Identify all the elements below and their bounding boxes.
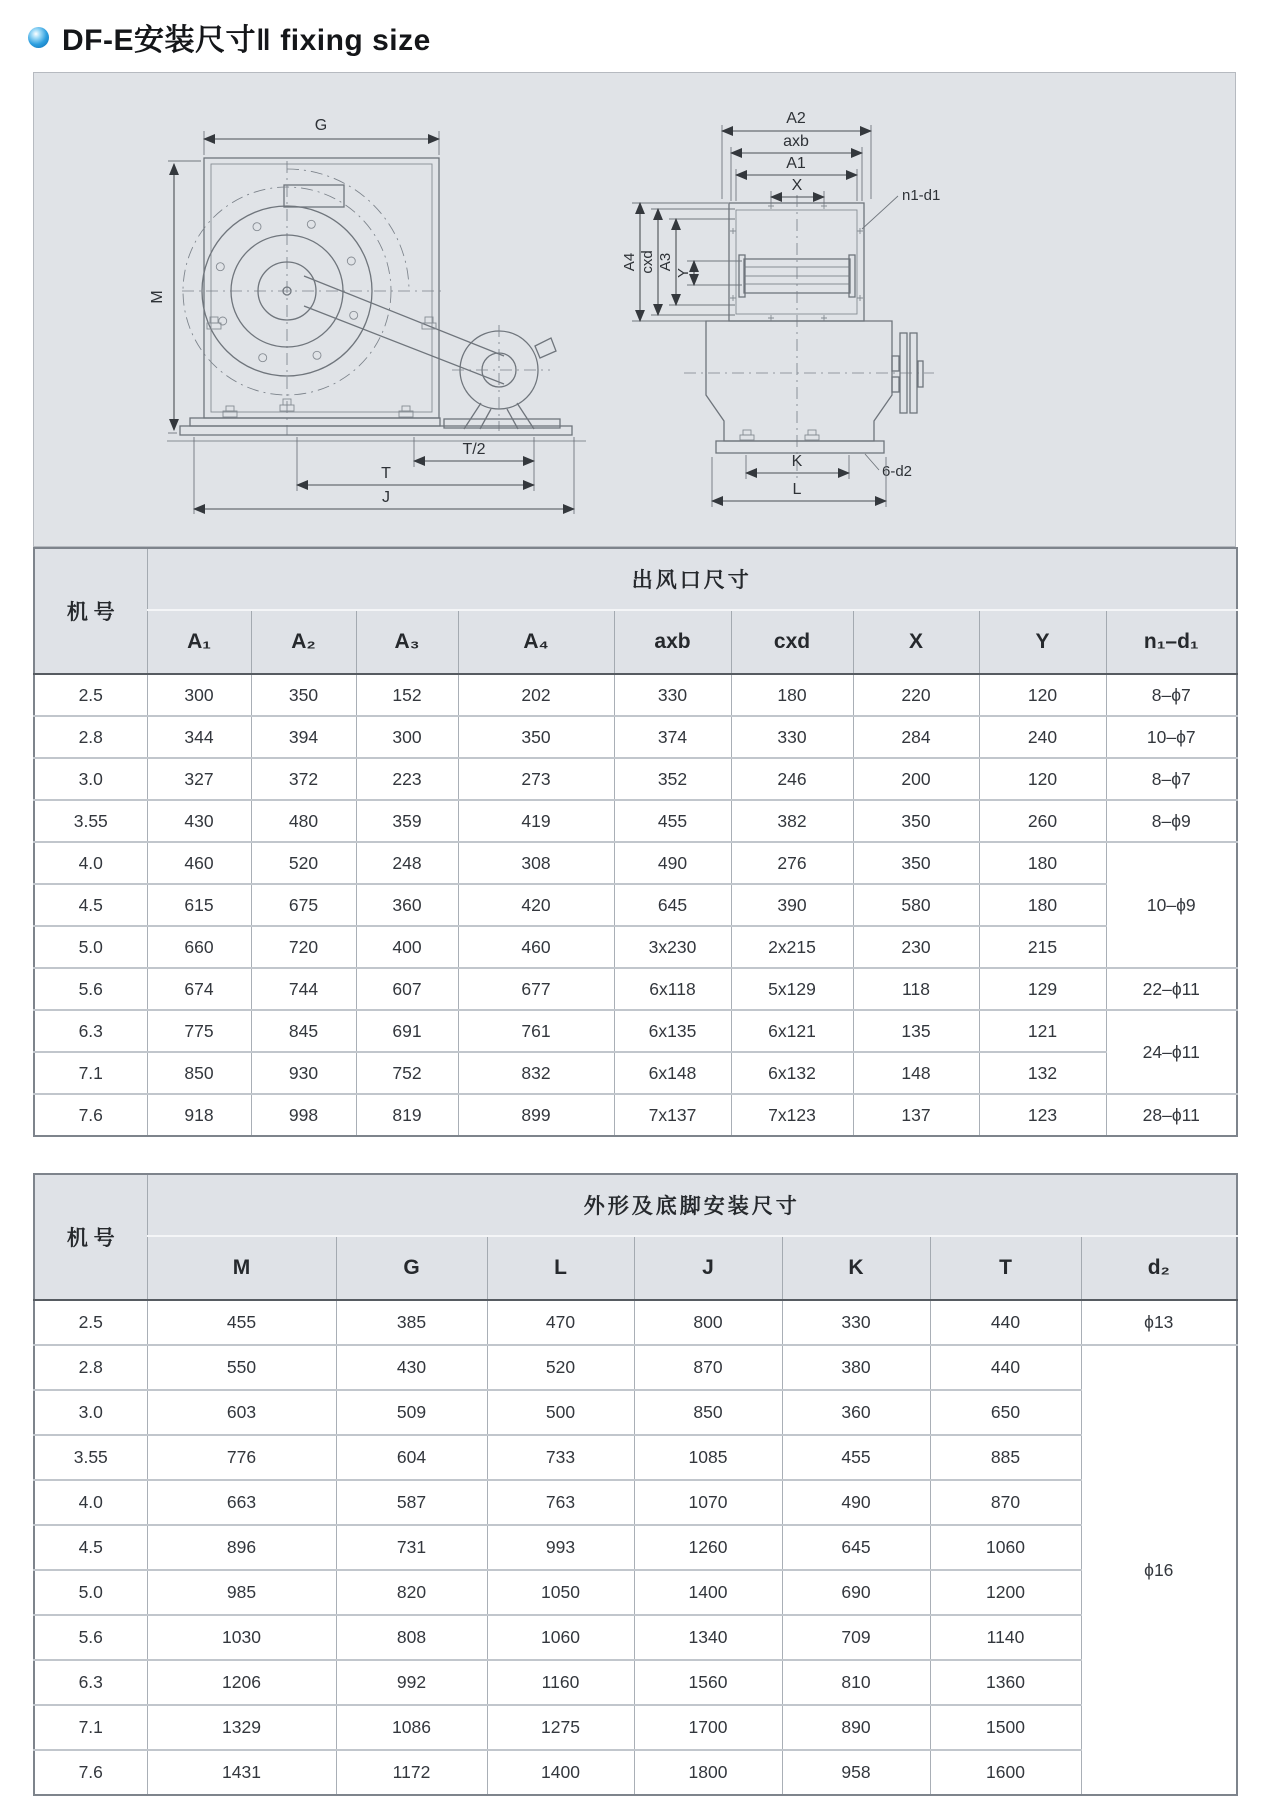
dimension-cell: 1160 bbox=[487, 1660, 634, 1705]
dimension-cell: 1140 bbox=[930, 1615, 1081, 1660]
dimension-cell: 1050 bbox=[487, 1570, 634, 1615]
model-column-header: 机 号 bbox=[34, 1174, 147, 1300]
dimension-cell: 899 bbox=[458, 1094, 614, 1136]
dimension-cell: 550 bbox=[147, 1345, 336, 1390]
dimension-cell: 118 bbox=[853, 968, 979, 1010]
dimension-cell: 832 bbox=[458, 1052, 614, 1094]
dimension-cell: 137 bbox=[853, 1094, 979, 1136]
dim-label-a2: A2 bbox=[786, 110, 806, 127]
dimension-cell: 129 bbox=[979, 968, 1106, 1010]
table-row bbox=[34, 1480, 1237, 1525]
dimension-cell: 374 bbox=[614, 716, 731, 758]
dim-label-y: Y bbox=[675, 267, 692, 279]
col-header-t: T bbox=[930, 1236, 1081, 1300]
table-row bbox=[34, 1052, 1237, 1094]
table-row bbox=[34, 1390, 1237, 1435]
dim-label-k: K bbox=[791, 453, 803, 470]
dim-label-j: J bbox=[382, 489, 390, 506]
dimension-cell: 152 bbox=[356, 674, 458, 716]
dimension-cell: 870 bbox=[634, 1345, 782, 1390]
dimension-cell: 385 bbox=[336, 1300, 487, 1345]
table-row bbox=[34, 1435, 1237, 1480]
dimension-cell: 24–ϕ11 bbox=[1106, 1010, 1237, 1094]
model-number-cell: 7.1 bbox=[34, 1052, 147, 1094]
table-column-header-row bbox=[34, 1236, 1237, 1300]
dim-label-axb: axb bbox=[783, 133, 809, 150]
dimension-cell: 1360 bbox=[930, 1660, 1081, 1705]
dimension-cell: 650 bbox=[930, 1390, 1081, 1435]
dimension-cell: 674 bbox=[147, 968, 251, 1010]
dimension-cell: 1800 bbox=[634, 1750, 782, 1795]
outlet-size-table bbox=[33, 547, 1238, 1137]
dimension-cell: 352 bbox=[614, 758, 731, 800]
model-number-cell: 2.5 bbox=[78, 1312, 103, 1332]
dimension-cell: 1560 bbox=[634, 1660, 782, 1705]
dimension-cell: 2x215 bbox=[731, 926, 853, 968]
dimension-cell: 350 bbox=[853, 800, 979, 842]
dimension-cell: 580 bbox=[853, 884, 979, 926]
model-number-cell: 7.1 bbox=[34, 1705, 147, 1750]
table-row bbox=[34, 1705, 1237, 1750]
dimension-cell: 733 bbox=[487, 1435, 634, 1480]
dimension-cell: 1275 bbox=[487, 1705, 634, 1750]
dimension-cell: 930 bbox=[251, 1052, 356, 1094]
model-number-cell: 4.0 bbox=[34, 842, 147, 884]
dimension-cell: 360 bbox=[356, 884, 458, 926]
page-header bbox=[0, 0, 1269, 59]
col-header-a1: A₁ bbox=[147, 610, 251, 674]
dimension-cell: 6x148 bbox=[614, 1052, 731, 1094]
dimension-cell: 430 bbox=[147, 800, 251, 842]
table-group-header-row bbox=[34, 548, 1237, 610]
dim-label-g: G bbox=[314, 117, 328, 134]
col-header-n1d1: n₁–d₁ bbox=[1106, 610, 1237, 674]
dimension-cell: 645 bbox=[614, 884, 731, 926]
dimension-cell: 1600 bbox=[930, 1750, 1081, 1795]
dimension-cell: 490 bbox=[614, 842, 731, 884]
dimension-cell: 390 bbox=[731, 884, 853, 926]
model-number-cell: 2.8 bbox=[34, 1345, 147, 1390]
dimension-cell: 1260 bbox=[634, 1525, 782, 1570]
dimension-cell: 455 bbox=[147, 1300, 336, 1345]
table-row bbox=[34, 1094, 1237, 1136]
diagram-panel bbox=[33, 72, 1236, 547]
bullet-icon bbox=[28, 27, 49, 48]
dimension-cell: 327 bbox=[147, 758, 251, 800]
model-number-cell: 4.5 bbox=[34, 884, 147, 926]
dimension-cell: 509 bbox=[336, 1390, 487, 1435]
table-row bbox=[34, 968, 1237, 1010]
dim-label-t: T bbox=[381, 465, 391, 482]
dimension-cell: 455 bbox=[614, 800, 731, 842]
model-number-cell: 3.55 bbox=[34, 800, 147, 842]
table-row bbox=[34, 1570, 1237, 1615]
dimension-cell: 430 bbox=[336, 1345, 487, 1390]
dimension-cell: 761 bbox=[458, 1010, 614, 1052]
dimension-cell: 958 bbox=[782, 1750, 930, 1795]
dimension-cell: 240 bbox=[979, 716, 1106, 758]
dimension-cell: 6x135 bbox=[614, 1010, 731, 1052]
dimension-cell: 752 bbox=[356, 1052, 458, 1094]
dimension-cell: 350 bbox=[458, 716, 614, 758]
dim-label-a3: A3 bbox=[657, 252, 674, 272]
dimension-cell: 350 bbox=[853, 842, 979, 884]
dimension-cell: 808 bbox=[336, 1615, 487, 1660]
dim-label-m: M bbox=[149, 290, 166, 304]
dim-label-cxd: cxd bbox=[639, 250, 656, 274]
model-number-cell: 4.5 bbox=[34, 1525, 147, 1570]
table-row bbox=[34, 926, 1237, 968]
dimension-cell: 382 bbox=[731, 800, 853, 842]
dimension-cell: 1700 bbox=[634, 1705, 782, 1750]
dimension-cell: 1329 bbox=[147, 1705, 336, 1750]
dimension-cell: 744 bbox=[251, 968, 356, 1010]
dimension-cell: 202 bbox=[458, 674, 614, 716]
dimension-cell: 845 bbox=[251, 1010, 356, 1052]
dimension-cell: 260 bbox=[979, 800, 1106, 842]
dimension-cell: 300 bbox=[147, 674, 251, 716]
table-row bbox=[34, 1300, 1237, 1345]
model-number-cell: 5.6 bbox=[34, 968, 147, 1010]
dimension-cell: 246 bbox=[731, 758, 853, 800]
model-number-cell: 6.3 bbox=[34, 1660, 147, 1705]
dimension-cell: 460 bbox=[147, 842, 251, 884]
dimension-cell: 284 bbox=[853, 716, 979, 758]
dimension-cell: 10–ϕ9 bbox=[1106, 842, 1237, 968]
dimension-cell: 607 bbox=[356, 968, 458, 1010]
dimension-cell: 993 bbox=[487, 1525, 634, 1570]
dimension-cell: 273 bbox=[458, 758, 614, 800]
model-number-cell: 5.6 bbox=[34, 1615, 147, 1660]
model-number-cell: 3.0 bbox=[34, 758, 147, 800]
base-bolts bbox=[740, 430, 819, 440]
col-header-axb: axb bbox=[614, 610, 731, 674]
table-row bbox=[34, 1525, 1237, 1570]
table-row bbox=[34, 800, 1237, 842]
dimension-cell: 1431 bbox=[147, 1750, 336, 1795]
col-header-a4: A₄ bbox=[458, 610, 614, 674]
dimension-cell: 645 bbox=[782, 1525, 930, 1570]
dimension-cell: 896 bbox=[147, 1525, 336, 1570]
dimension-cell: 810 bbox=[782, 1660, 930, 1705]
dimension-cell: 5x129 bbox=[731, 968, 853, 1010]
dimension-cell: 890 bbox=[782, 1705, 930, 1750]
dimension-cell: 6x118 bbox=[614, 968, 731, 1010]
fan-side-view bbox=[621, 110, 940, 507]
table-row bbox=[34, 716, 1237, 758]
dimension-cell: 1030 bbox=[147, 1615, 336, 1660]
dimension-cell: 394 bbox=[251, 716, 356, 758]
table-row bbox=[34, 1010, 1237, 1052]
dimension-cell: 180 bbox=[979, 842, 1106, 884]
dimension-cell: ϕ16 bbox=[1081, 1345, 1237, 1795]
col-header-a3: A₃ bbox=[356, 610, 458, 674]
dim-label-n1d1: n1-d1 bbox=[902, 187, 941, 204]
fixing-size-diagram bbox=[34, 73, 1235, 546]
dimension-cell: 300 bbox=[356, 716, 458, 758]
dimension-cell: 870 bbox=[930, 1480, 1081, 1525]
motor bbox=[444, 325, 560, 431]
dimension-cell: 992 bbox=[336, 1660, 487, 1705]
model-number-cell: 5.0 bbox=[34, 1570, 147, 1615]
dimension-cell: 7x123 bbox=[731, 1094, 853, 1136]
dim-label-a1: A1 bbox=[786, 155, 806, 172]
dimension-cell: 470 bbox=[487, 1300, 634, 1345]
dimension-cell: 400 bbox=[356, 926, 458, 968]
dimension-cell: 731 bbox=[336, 1525, 487, 1570]
dimension-cell: 820 bbox=[336, 1570, 487, 1615]
table-row bbox=[34, 1615, 1237, 1660]
pulley bbox=[892, 333, 923, 413]
model-number-cell: 4.0 bbox=[34, 1480, 147, 1525]
anchor-bolts bbox=[207, 317, 436, 417]
dimension-cell: 8–ϕ7 bbox=[1106, 674, 1237, 716]
dimension-cell: 850 bbox=[147, 1052, 251, 1094]
dimension-cell: 6x121 bbox=[731, 1010, 853, 1052]
dimension-cell: 380 bbox=[782, 1345, 930, 1390]
dimension-cell: 22–ϕ11 bbox=[1106, 968, 1237, 1010]
dimension-cell: 615 bbox=[147, 884, 251, 926]
dimension-cell: 220 bbox=[853, 674, 979, 716]
dimension-cell: 663 bbox=[147, 1480, 336, 1525]
dimension-cell: 500 bbox=[487, 1390, 634, 1435]
dim-label-a4: A4 bbox=[621, 252, 638, 272]
dimension-cell: 420 bbox=[458, 884, 614, 926]
dimension-cell: 1085 bbox=[634, 1435, 782, 1480]
dimension-cell: 180 bbox=[979, 884, 1106, 926]
dimension-cell: 720 bbox=[251, 926, 356, 968]
dimension-cell: 180 bbox=[731, 674, 853, 716]
dimension-cell: 1206 bbox=[147, 1660, 336, 1705]
dimension-cell: ϕ13 bbox=[1081, 1300, 1237, 1345]
dim-label-x: X bbox=[791, 177, 803, 194]
dimension-cell: 775 bbox=[147, 1010, 251, 1052]
model-number-cell: 2.5 bbox=[78, 684, 103, 705]
mounting-group-header: 外形及底脚安装尺寸 bbox=[147, 1174, 1237, 1236]
dimension-cell: 776 bbox=[147, 1435, 336, 1480]
dimension-cell: 132 bbox=[979, 1052, 1106, 1094]
dimension-cell: 308 bbox=[458, 842, 614, 884]
dimension-cell: 587 bbox=[336, 1480, 487, 1525]
dimension-cell: 330 bbox=[614, 674, 731, 716]
dimension-cell: 330 bbox=[731, 716, 853, 758]
dim-label-6d2: 6-d2 bbox=[882, 463, 913, 480]
dimension-cell: 8–ϕ7 bbox=[1106, 758, 1237, 800]
dimension-cell: 120 bbox=[979, 674, 1106, 716]
dimension-cell: 372 bbox=[251, 758, 356, 800]
mounting-size-table bbox=[33, 1173, 1238, 1796]
col-header-g: G bbox=[336, 1236, 487, 1300]
dimension-cell: 200 bbox=[853, 758, 979, 800]
dimension-cell: 985 bbox=[147, 1570, 336, 1615]
table-column-header-row bbox=[34, 610, 1237, 674]
dimension-cell: 1060 bbox=[487, 1615, 634, 1660]
dimension-cell: 455 bbox=[782, 1435, 930, 1480]
dimension-cell: 223 bbox=[356, 758, 458, 800]
dimension-cell: 7x137 bbox=[614, 1094, 731, 1136]
table-row bbox=[34, 884, 1237, 926]
dimension-cell: 120 bbox=[979, 758, 1106, 800]
dimension-cell: 10–ϕ7 bbox=[1106, 716, 1237, 758]
table-row bbox=[34, 1345, 1237, 1390]
dimension-cell: 135 bbox=[853, 1010, 979, 1052]
col-header-l: L bbox=[487, 1236, 634, 1300]
col-header-cxd: cxd bbox=[731, 610, 853, 674]
table-row bbox=[34, 758, 1237, 800]
dimension-cell: 819 bbox=[356, 1094, 458, 1136]
col-header-x: X bbox=[853, 610, 979, 674]
dimension-cell: 330 bbox=[782, 1300, 930, 1345]
dimension-cell: 885 bbox=[930, 1435, 1081, 1480]
dimension-cell: 520 bbox=[251, 842, 356, 884]
dimension-cell: 121 bbox=[979, 1010, 1106, 1052]
dimension-cell: 490 bbox=[782, 1480, 930, 1525]
model-number-cell: 7.6 bbox=[34, 1750, 147, 1795]
fan-front-view bbox=[149, 117, 586, 514]
dimension-cell: 148 bbox=[853, 1052, 979, 1094]
dimension-cell: 677 bbox=[458, 968, 614, 1010]
model-number-cell: 3.55 bbox=[34, 1435, 147, 1480]
col-header-d2: d₂ bbox=[1081, 1236, 1237, 1300]
dim-label-l: L bbox=[792, 481, 802, 498]
col-header-j: J bbox=[634, 1236, 782, 1300]
dimension-cell: 360 bbox=[782, 1390, 930, 1435]
table-row bbox=[34, 674, 1237, 716]
col-header-k: K bbox=[782, 1236, 930, 1300]
dimension-cell: 460 bbox=[458, 926, 614, 968]
dimension-cell: 918 bbox=[147, 1094, 251, 1136]
table-row bbox=[34, 1660, 1237, 1705]
dimension-cell: 1500 bbox=[930, 1705, 1081, 1750]
dimension-cell: 1172 bbox=[336, 1750, 487, 1795]
dimension-cell: 440 bbox=[930, 1300, 1081, 1345]
dimension-cell: 763 bbox=[487, 1480, 634, 1525]
dimension-cell: 28–ϕ11 bbox=[1106, 1094, 1237, 1136]
model-column-header: 机 号 bbox=[34, 548, 147, 674]
dimension-cell: 1070 bbox=[634, 1480, 782, 1525]
dimension-cell: 123 bbox=[979, 1094, 1106, 1136]
dimension-cell: 419 bbox=[458, 800, 614, 842]
col-header-m: M bbox=[147, 1236, 336, 1300]
dimension-cell: 480 bbox=[251, 800, 356, 842]
page-title: DF-E安装尺寸‖ fixing size bbox=[62, 24, 431, 57]
dimension-cell: 800 bbox=[634, 1300, 782, 1345]
dimension-cell: 604 bbox=[336, 1435, 487, 1480]
dimension-cell: 1200 bbox=[930, 1570, 1081, 1615]
table-row bbox=[34, 842, 1237, 884]
dimension-cell: 998 bbox=[251, 1094, 356, 1136]
dimension-cell: 8–ϕ9 bbox=[1106, 800, 1237, 842]
col-header-a2: A₂ bbox=[251, 610, 356, 674]
dimension-cell: 1340 bbox=[634, 1615, 782, 1660]
dimension-cell: 520 bbox=[487, 1345, 634, 1390]
dimension-cell: 350 bbox=[251, 674, 356, 716]
dimension-cell: 6x132 bbox=[731, 1052, 853, 1094]
dimension-cell: 344 bbox=[147, 716, 251, 758]
table-group-header-row bbox=[34, 1174, 1237, 1236]
dim-label-t-half: T/2 bbox=[462, 441, 486, 458]
dimension-cell: 230 bbox=[853, 926, 979, 968]
dimension-cell: 603 bbox=[147, 1390, 336, 1435]
flange-hole-marks bbox=[730, 203, 863, 321]
col-header-y: Y bbox=[979, 610, 1106, 674]
dimension-cell: 675 bbox=[251, 884, 356, 926]
model-number-cell: 2.8 bbox=[34, 716, 147, 758]
dimension-cell: 276 bbox=[731, 842, 853, 884]
model-number-cell: 7.6 bbox=[34, 1094, 147, 1136]
dimension-cell: 1060 bbox=[930, 1525, 1081, 1570]
dimension-cell: 690 bbox=[782, 1570, 930, 1615]
dimension-cell: 1400 bbox=[487, 1750, 634, 1795]
model-number-cell: 5.0 bbox=[34, 926, 147, 968]
dimension-cell: 440 bbox=[930, 1345, 1081, 1390]
dimension-cell: 248 bbox=[356, 842, 458, 884]
dimension-cell: 215 bbox=[979, 926, 1106, 968]
outlet-group-header: 出风口尺寸 bbox=[147, 548, 1237, 610]
model-number-cell: 3.0 bbox=[34, 1390, 147, 1435]
dimension-cell: 3x230 bbox=[614, 926, 731, 968]
dimension-cell: 660 bbox=[147, 926, 251, 968]
dimension-cell: 359 bbox=[356, 800, 458, 842]
dimension-cell: 850 bbox=[634, 1390, 782, 1435]
dimension-cell: 1086 bbox=[336, 1705, 487, 1750]
dimension-cell: 1400 bbox=[634, 1570, 782, 1615]
model-number-cell: 6.3 bbox=[34, 1010, 147, 1052]
dimension-cell: 709 bbox=[782, 1615, 930, 1660]
table-row bbox=[34, 1750, 1237, 1795]
dimension-cell: 691 bbox=[356, 1010, 458, 1052]
